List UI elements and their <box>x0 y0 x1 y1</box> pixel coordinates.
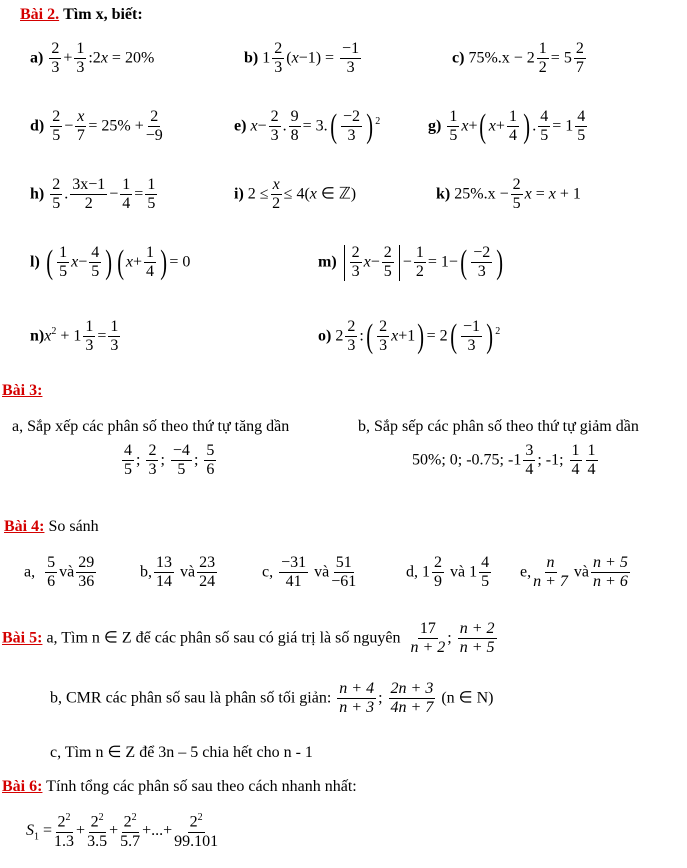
bai6-title: Tính tổng các phân số sau theo cách nhanh nhất: <box>46 778 357 795</box>
bai4-e: e, $\frac{n}{n + 7}$ và $\frac{n + 5}{n + 6}$ <box>520 554 628 591</box>
bai2-title: Tìm x, biết: <box>63 6 143 23</box>
label-o: o) <box>318 327 332 345</box>
exercise-m: m) $\frac{2}{3}$ x− $\frac{2}{5}$ − $\frac{1}{2}$ = 1−( $\frac{-2}{3}$ ) <box>318 243 504 281</box>
bai4-d: d, 1 $\frac{2}{9}$ và 1 $\frac{4}{5}$ <box>406 554 490 591</box>
label-m: m) <box>318 253 337 271</box>
label-i: i) <box>234 185 244 203</box>
bai6-heading: Bài 6: <box>2 778 43 795</box>
bai3-b-text: b, Sắp sếp các phân số theo thứ tự giảm dần <box>358 418 639 435</box>
bai4-heading: Bài 4: <box>4 518 45 535</box>
bai3-b-list: 50%; 0; -0.75; -1 $\frac{3}{4}$ ; -1; $\frac{1}{4}$ $\frac{1}{4}$ <box>412 442 596 479</box>
exercise-b: b) 1 $\frac{2}{3}$ (x−1) = $\frac{-1}{3}$ <box>244 40 360 77</box>
bai5-c-text: c, Tìm n ∈ Z để 3n – 5 chia hết cho n - 1 <box>50 744 313 761</box>
label-n: n) <box>30 327 45 345</box>
label-e: e) <box>234 117 247 135</box>
label-g: g) <box>428 117 442 135</box>
bai5-b-row: b, CMR các phân số sau là phân số tối giản: $\frac{n + 4}{n + 3}$ ; $\frac{2n + 3}{4n + 7}$ (n ∈ N) <box>50 680 494 717</box>
exercise-n: $n)x^2 + 1$ $\frac{1}{3}$ = $\frac{1}{3}$ <box>30 318 119 355</box>
exercise-k: k) 25%.x − $\frac{2}{5}$ x = x + 1 <box>436 176 581 213</box>
exercise-h: h) $\frac{2}{5}$ . $\frac{3x-1}{2}$ − $\frac{1}{4}$ = $\frac{1}{5}$ <box>30 176 156 213</box>
bai4-title-row <box>4 518 99 536</box>
bai6-expr: $S_1$ = $\frac{2^2}{1.3}$ + $\frac{2^2}{3.5}$ + $\frac{2^2}{5.7}$ +...+ $\frac{2^2}{99.101}$ <box>26 812 219 850</box>
label-c: c) <box>452 49 465 67</box>
exercise-a: a) $\frac{2}{3}$ + $\frac{1}{3}$ :2x = 20% <box>30 40 155 77</box>
exercise-i: i) 2 ≤ $\frac{x}{2}$ ≤ 4(x ∈ ℤ) <box>234 176 357 213</box>
bai4-c: c, $\frac{-31}{41}$ và $\frac{51}{-61}$ <box>262 554 357 591</box>
bai5-b-text: b, CMR các phân số sau là phân số tối giản: <box>50 689 332 707</box>
bai4-b: b, $\frac{13}{14}$ và $\frac{23}{24}$ <box>140 554 216 591</box>
bai5-a-row: Bài 5: a, Tìm n ∈ Z để các phân số sau có giá trị là số nguyên $\frac{17}{n + 2}$ ; $\frac{n + 2}{n + 5}$ <box>2 620 495 657</box>
bai3-a-text: a, Sắp xếp các phân số theo thứ tự tăng dần <box>12 418 290 435</box>
label-a: a) <box>30 49 44 67</box>
bai2-heading: Bài 2. <box>20 6 60 23</box>
label-d: d) <box>30 117 45 135</box>
bai4-title: So sánh <box>48 518 99 535</box>
bai4-a: a, $\frac{5}{6}$ và $\frac{29}{36}$ <box>24 554 95 591</box>
bai5-a-text: a, Tìm n ∈ Z để các phân số sau có giá trị là số nguyên <box>46 629 401 647</box>
label-h: h) <box>30 185 45 203</box>
label-k: k) <box>436 185 451 203</box>
exercise-c: c) 75%.x − 2 $\frac{1}{2}$ = 5 $\frac{2}{7}$ <box>452 40 584 77</box>
exercise-o: o) 2 $\frac{2}{3}$ :( $\frac{2}{3}$ x+1) = 2( $\frac{-1}{3}$ ) $^2$ <box>318 317 501 355</box>
exercise-l: l) ( $\frac{1}{5}$ x− $\frac{4}{5}$ ) ( x+ $\frac{1}{4}$ ) = 0 <box>30 243 191 281</box>
label-l: l) <box>30 253 40 271</box>
bai2-title-row <box>20 6 143 24</box>
label-b: b) <box>244 49 259 67</box>
bai5-heading: Bài 5: <box>2 629 43 647</box>
bai3-a-list: $\frac{4}{5}$ ; $\frac{2}{3}$ ; $\frac{-4}{5}$ ; $\frac{5}{6}$ <box>124 442 215 479</box>
bai6-title-row <box>2 778 357 796</box>
bai3-heading: Bài 3: <box>2 382 43 399</box>
exercise-d: d) $\frac{2}{5}$ − $\frac{x}{7}$ = 25% + $\frac{2}{-9}$ <box>30 108 163 145</box>
exercise-e: e) x− $\frac{2}{3}$ . $\frac{9}{8}$ = 3.( $\frac{-2}{3}$ ) $^2$ <box>234 107 381 145</box>
exercise-g: g) $\frac{1}{5}$ x+( x+ $\frac{1}{4}$ ) . $\frac{4}{5}$ = 1 $\frac{4}{5}$ <box>428 107 586 145</box>
